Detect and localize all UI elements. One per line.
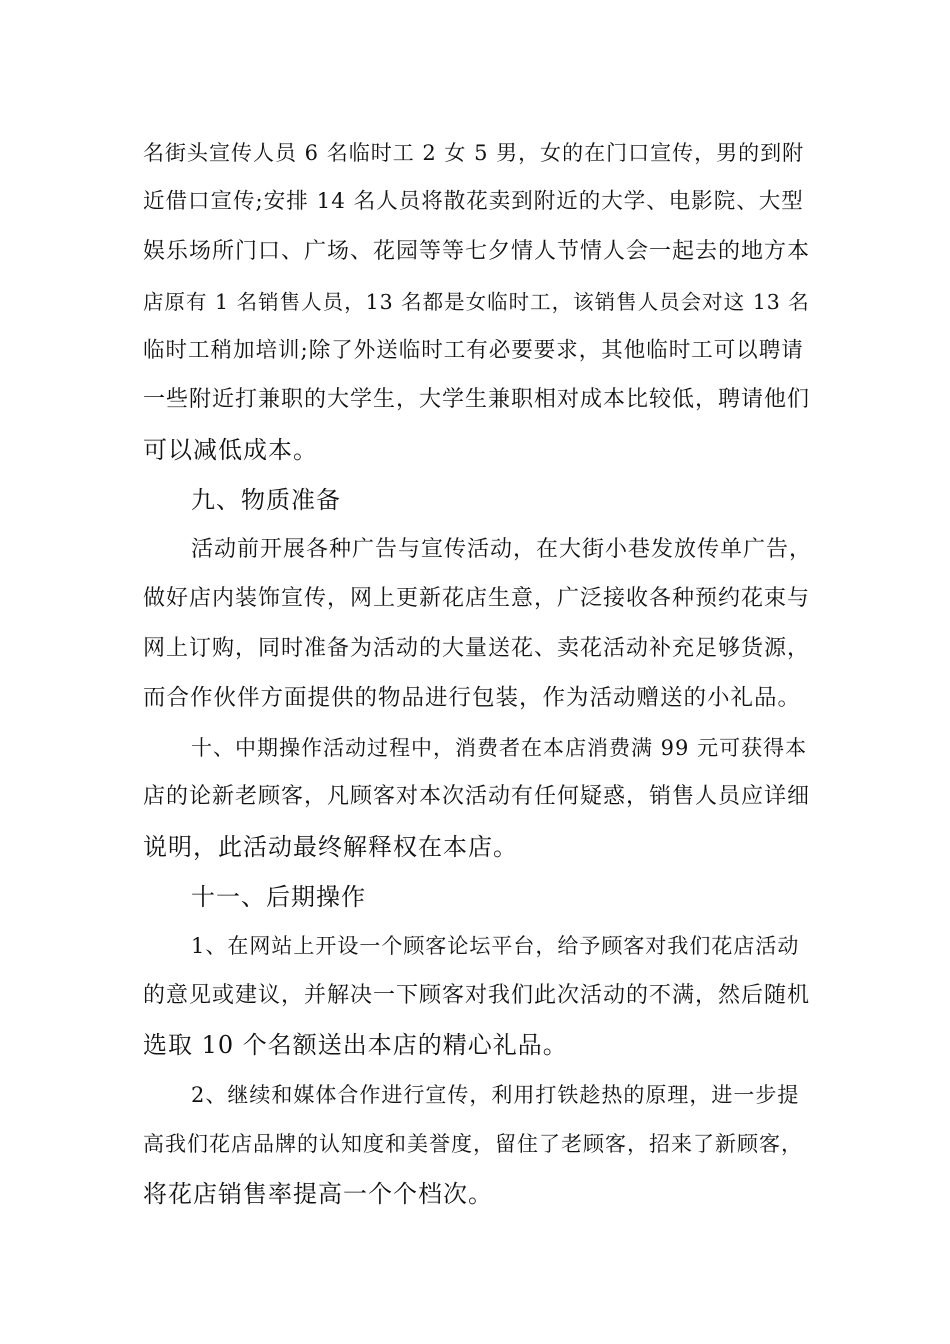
text-line-3: 娱乐场所门口、广场、花园等等七夕情人节情人会一起去的地方本 bbox=[143, 239, 811, 264]
text-line-18: 的意见或建议，并解决一下顾客对我们此次活动的不满，然后随机 bbox=[143, 983, 811, 1008]
text-line-6: 一些附近打兼职的大学生，大学生兼职相对成本比较低，聘请他们 bbox=[143, 387, 811, 412]
text-line-5: 临时工稍加培训;除了外送临时工有必要要求，其他临时工可以聘请 bbox=[143, 338, 804, 363]
text-line-17: 1、在网站上开设一个顾客论坛平台，给予顾客对我们花店活动 bbox=[191, 934, 800, 958]
text-line-9: 活动前开展各种广告与宣传活动，在大街小巷发放传单广告， bbox=[191, 537, 813, 562]
text-line-14: 店的论新老顾客，凡顾客对本次活动有任何疑惑，销售人员应详细 bbox=[143, 784, 811, 809]
text-line-15: 说明，此活动最终解释权在本店。 bbox=[143, 833, 518, 861]
text-line-7: 可以减低成本。 bbox=[143, 436, 318, 464]
text-line-22: 将花店销售率提高一个个档次。 bbox=[143, 1180, 493, 1208]
text-line-21: 高我们花店品牌的认知度和美誉度，留住了老顾客，招来了新顾客， bbox=[143, 1132, 803, 1156]
text-line-10: 做好店内装饰宣传，网上更新花店生意，广泛接收各种预约花束与 bbox=[143, 586, 811, 611]
text-line-11: 网上订购，同时准备为活动的大量送花、卖花活动补充足够货源， bbox=[143, 636, 811, 661]
text-line-2: 近借口宣传;安排 14 名人员将散花卖到附近的大学、电影院、大型 bbox=[143, 189, 804, 214]
text-line-4: 店原有 1 名销售人员，13 名都是女临时工，该销售人员会对这 13 名 bbox=[143, 290, 810, 314]
section-heading-materials: 九、物质准备 bbox=[191, 486, 341, 514]
text-line-12: 而合作伙伴方面提供的物品进行包装，作为活动赠送的小礼品。 bbox=[143, 685, 802, 711]
section-heading-later: 十一、后期操作 bbox=[191, 883, 366, 911]
section-heading-midterm: 十、中期操作活动过程中，消费者在本店消费满 99 元可获得本 bbox=[191, 736, 808, 760]
text-line-19: 选取 10 个名额送出本店的精心礼品。 bbox=[143, 1031, 568, 1059]
text-line-1: 名街头宣传人员 6 名临时工 2 女 5 男，女的在门口宣传，男的到附 bbox=[143, 141, 805, 165]
text-line-20: 2、继续和媒体合作进行宣传，利用打铁趁热的原理，进一步提 bbox=[191, 1083, 800, 1107]
